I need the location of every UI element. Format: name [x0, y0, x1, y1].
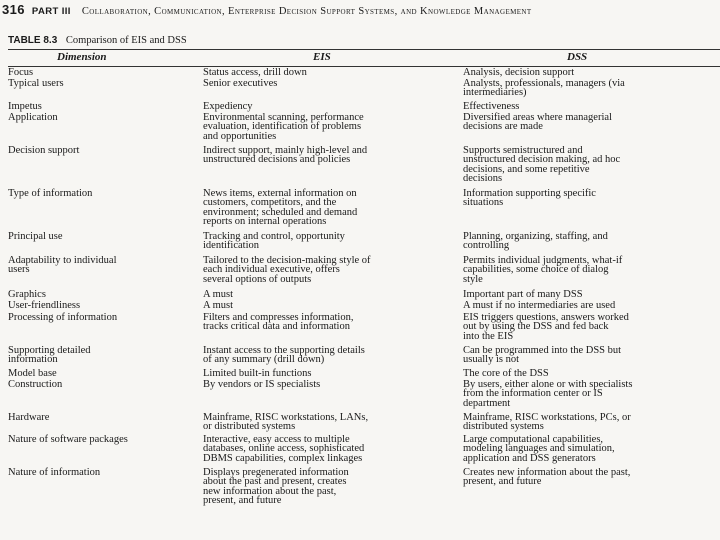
cell-eis: Senior executives [203, 78, 278, 89]
cell-dimension: Principal use [8, 231, 63, 242]
cell-eis: Mainframe, RISC workstations, LANs, or distributed systems [203, 412, 369, 433]
table-row [0, 313, 720, 346]
cell-eis: A must [203, 300, 234, 311]
cell-dss: Creates new information about the past, present, and future [463, 467, 631, 488]
table-row [0, 468, 720, 508]
cell-dimension: Processing of information [8, 312, 118, 323]
cell-dimension: Supporting detailed information [8, 345, 91, 366]
cell-dss: Effectiveness [463, 101, 520, 112]
table-row [0, 79, 720, 102]
cell-dss: Analysis, decision support [463, 67, 575, 78]
cell-dimension: Hardware [8, 412, 50, 423]
cell-dss: Permits individual judgments, what-if capabilities, some choice of dialog style [463, 255, 623, 285]
cell-dimension: Application [8, 112, 58, 123]
cell-dss: Information supporting specific situations [463, 188, 596, 209]
header-eis: EIS [313, 51, 331, 63]
header-dimension: Dimension [57, 51, 107, 63]
cell-dimension: Model base [8, 368, 57, 379]
cell-eis: Instant access to the supporting details of any summary (drill down) [203, 345, 365, 366]
cell-dimension: Typical users [8, 78, 64, 89]
table-row [0, 435, 720, 468]
cell-dimension: Focus [8, 67, 34, 78]
cell-dss: Mainframe, RISC workstations, PCs, or distributed systems [463, 412, 631, 433]
table-row [0, 113, 720, 146]
page-header [2, 2, 718, 18]
cell-dimension: User-friendliness [8, 300, 81, 311]
cell-dimension: Decision support [8, 145, 80, 156]
cell-eis: Expediency [203, 101, 253, 112]
running-title: Collaboration, Communication, Enterprise Decision Support Systems, and Knowledge Management [81, 6, 532, 17]
cell-eis: Interactive, easy access to multiple databases, online access, sophisticated DBMS capabilities, complex linkages [203, 434, 365, 464]
cell-eis: By vendors or IS specialists [203, 379, 321, 390]
table-row [0, 146, 720, 189]
cell-dss: Important part of many DSS [463, 289, 583, 300]
table-header-rule [8, 66, 720, 67]
table-body [0, 68, 720, 508]
cell-dimension: Construction [8, 379, 63, 390]
cell-eis: News items, external information on customers, competitors, and the environment; scheduled and demand reports on internal operations [203, 188, 358, 228]
page-number: 316 [2, 2, 25, 17]
cell-dss: Large computational capabilities, modeling languages and simulation, application and DSS generators [463, 434, 615, 464]
cell-dss: The core of the DSS [463, 368, 549, 379]
cell-eis: Indirect support, mainly high-level and unstructured decisions and policies [203, 145, 368, 166]
cell-dss: Diversified areas where managerial decisions are made [463, 112, 612, 133]
table-row [0, 256, 720, 290]
cell-eis: Tracking and control, opportunity identification [203, 231, 345, 252]
cell-eis: Filters and compresses information, tracks critical data and information [203, 312, 354, 333]
cell-dimension: Type of information [8, 188, 93, 199]
cell-dss: EIS triggers questions, answers worked out by using the DSS and fed back into the EIS [463, 312, 629, 342]
table-row [0, 189, 720, 232]
cell-eis: A must [203, 289, 234, 300]
cell-dss: Supports semistructured and unstructured decision making, ad hoc decisions, and some repetitive decisions [463, 145, 621, 185]
table-row [0, 380, 720, 413]
cell-dss: Analysts, professionals, managers (via intermediaries) [463, 78, 625, 99]
cell-eis: Limited built-in functions [203, 368, 312, 379]
table-top-rule [8, 49, 720, 50]
cell-dss: Can be programmed into the DSS but usually is not [463, 345, 622, 366]
cell-eis: Displays pregenerated information about the past and present, creates new information about the past, present, and future [203, 467, 349, 507]
cell-dimension: Nature of information [8, 467, 101, 478]
part-label: PART III [31, 6, 71, 17]
table-label: TABLE 8.3 [8, 35, 58, 46]
cell-eis: Environmental scanning, performance evaluation, identification of problems and opportunities [203, 112, 364, 142]
cell-eis: Status access, drill down [203, 67, 307, 78]
table-row [0, 232, 720, 256]
cell-dss: Planning, organizing, staffing, and controlling [463, 231, 608, 252]
cell-dss: By users, either alone or with specialists from the information center or IS department [463, 379, 633, 409]
table-row [0, 413, 720, 435]
cell-dimension: Nature of software packages [8, 434, 128, 445]
cell-eis: Tailored to the decision-making style of each individual executive, offers several options of outputs [203, 255, 371, 285]
cell-dimension: Adaptability to individual users [8, 255, 117, 276]
header-dss: DSS [567, 51, 588, 63]
table-caption [8, 35, 187, 49]
table-caption-text: Comparison of EIS and DSS [65, 35, 187, 46]
table-row [0, 346, 720, 369]
cell-dimension: Impetus [8, 101, 42, 112]
cell-dss: A must if no intermediaries are used [463, 300, 616, 311]
cell-dimension: Graphics [8, 289, 46, 300]
